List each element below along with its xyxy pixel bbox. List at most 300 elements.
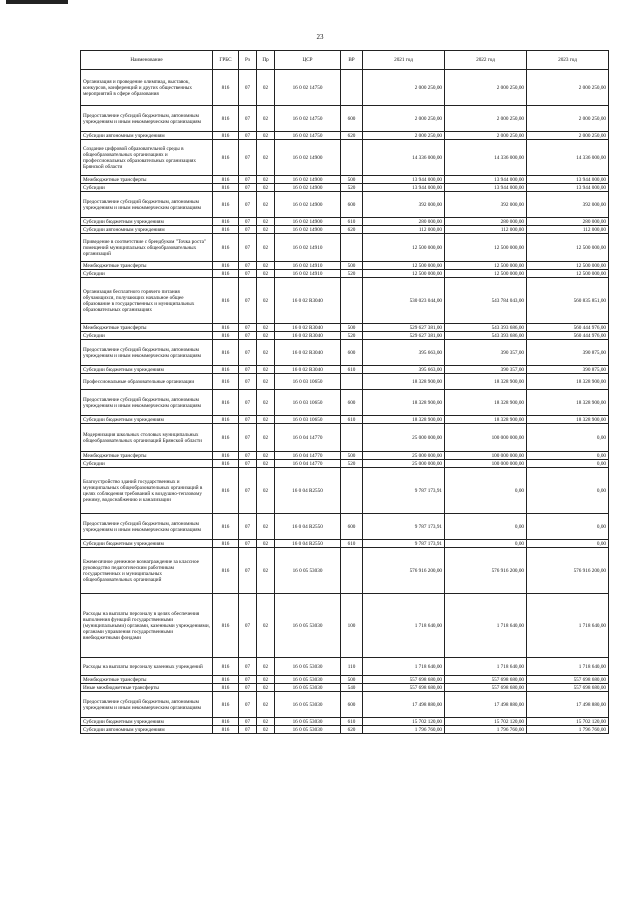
cell-name: Предоставление субсидий бюджетным, автономным учреждениям и иным некоммерческим организациям [81,192,213,218]
cell-rz: 07 [239,226,257,234]
cell-pr: 02 [257,540,275,548]
cell-vr [341,234,363,262]
cell-grbs: 816 [213,332,239,340]
table-row [81,676,609,684]
cell-2022: 543 393 686,00 [445,324,527,332]
cell-rz: 07 [239,70,257,106]
cell-2023: 18 328 900,00 [527,390,609,416]
cell-pr: 02 [257,452,275,460]
cell-2022: 17 498 880,00 [445,692,527,718]
cell-csr: 16 0 02 R3040 [275,340,341,366]
table-row [81,262,609,270]
cell-vr: 600 [341,692,363,718]
table-row [81,374,609,390]
cell-rz: 07 [239,140,257,176]
cell-name: Межбюджетные трансферты [81,324,213,332]
cell-2022: 13 944 000,00 [445,184,527,192]
cell-name: Создание цифровой образовательной среды в общеобразовательных организациях и профессиональных образовательных организациях Брянской области [81,140,213,176]
cell-pr: 02 [257,140,275,176]
cell-pr: 02 [257,424,275,452]
cell-csr: 16 0 05 53030 [275,718,341,726]
cell-pr: 02 [257,514,275,540]
cell-rz: 07 [239,234,257,262]
table-row [81,594,609,658]
table-row [81,726,609,734]
cell-csr: 16 0 05 53030 [275,684,341,692]
table-row [81,460,609,468]
cell-pr: 02 [257,132,275,140]
cell-2021: 25 000 000,00 [363,460,445,468]
cell-vr: 620 [341,132,363,140]
budget-table [80,50,609,734]
table-row [81,548,609,594]
cell-csr: 16 0 02 14900 [275,140,341,176]
cell-2021: 530 023 044,00 [363,278,445,324]
cell-rz: 07 [239,262,257,270]
cell-name: Субсидии бюджетным учреждениям [81,218,213,226]
cell-2022: 390 357,00 [445,340,527,366]
cell-vr: 520 [341,460,363,468]
cell-rz: 07 [239,106,257,132]
cell-2022: 12 500 000,00 [445,270,527,278]
cell-name: Благоустройство зданий государственных и муниципальных общеобразовательных организаций в целях соблюдения требований к воздушно-тепловому режиму, водоснабжению и канализации [81,468,213,514]
cell-csr: 16 0 02 14750 [275,106,341,132]
cell-2023: 0,00 [527,468,609,514]
cell-vr: 500 [341,324,363,332]
cell-2021: 13 944 000,00 [363,176,445,184]
cell-pr: 02 [257,374,275,390]
cell-pr: 02 [257,218,275,226]
cell-grbs: 816 [213,184,239,192]
cell-name: Субсидии автономным учреждениям [81,726,213,734]
cell-csr: 16 0 02 R3040 [275,278,341,324]
cell-vr [341,140,363,176]
cell-2021: 576 916 200,00 [363,548,445,594]
cell-2022: 100 000 000,00 [445,460,527,468]
cell-2022: 12 500 000,00 [445,262,527,270]
cell-2023: 390 875,00 [527,340,609,366]
table-row [81,692,609,718]
table-row [81,468,609,514]
cell-vr: 600 [341,192,363,218]
cell-pr: 02 [257,262,275,270]
cell-name: Межбюджетные трансферты [81,262,213,270]
cell-2023: 280 000,00 [527,218,609,226]
table-row [81,540,609,548]
cell-2021: 2 000 250,00 [363,132,445,140]
cell-2021: 25 000 000,00 [363,452,445,460]
table-row [81,452,609,460]
table-row [81,340,609,366]
cell-csr: 16 0 02 R3040 [275,366,341,374]
cell-name: Профессиональные образовательные организации [81,374,213,390]
cell-2023: 390 875,00 [527,366,609,374]
cell-name: Расходы на выплаты персоналу казенных учреждений [81,658,213,676]
top-edge-mark [6,0,68,4]
cell-2023: 2 000 250,00 [527,132,609,140]
table-row [81,324,609,332]
cell-2021: 9 787 173,91 [363,540,445,548]
cell-2022: 2 000 250,00 [445,132,527,140]
cell-2022: 0,00 [445,540,527,548]
cell-rz: 07 [239,548,257,594]
cell-rz: 07 [239,366,257,374]
table-row [81,176,609,184]
cell-pr: 02 [257,594,275,658]
cell-pr: 02 [257,278,275,324]
cell-grbs: 816 [213,658,239,676]
cell-grbs: 816 [213,366,239,374]
cell-2021: 2 000 250,00 [363,70,445,106]
cell-csr: 16 0 03 10650 [275,390,341,416]
cell-grbs: 816 [213,514,239,540]
cell-rz: 07 [239,718,257,726]
cell-2021: 13 944 000,00 [363,184,445,192]
cell-csr: 16 0 02 R3040 [275,324,341,332]
cell-2023: 1 718 640,00 [527,594,609,658]
cell-2021: 1 718 640,00 [363,594,445,658]
cell-grbs: 816 [213,262,239,270]
cell-rz: 07 [239,676,257,684]
cell-2021: 392 000,00 [363,192,445,218]
cell-grbs: 816 [213,424,239,452]
cell-vr: 600 [341,514,363,540]
cell-vr: 600 [341,340,363,366]
cell-name: Субсидии [81,270,213,278]
cell-2022: 576 916 200,00 [445,548,527,594]
cell-vr: 500 [341,452,363,460]
cell-rz: 07 [239,270,257,278]
cell-pr: 02 [257,226,275,234]
cell-grbs: 816 [213,270,239,278]
table-row [81,366,609,374]
header-2023: 2023 год [527,51,609,70]
cell-pr: 02 [257,184,275,192]
cell-pr: 02 [257,676,275,684]
cell-rz: 07 [239,594,257,658]
cell-vr: 520 [341,184,363,192]
cell-vr: 610 [341,718,363,726]
cell-rz: 07 [239,540,257,548]
cell-pr: 02 [257,390,275,416]
cell-name: Субсидии [81,332,213,340]
table-row [81,718,609,726]
cell-pr: 02 [257,324,275,332]
cell-2023: 0,00 [527,452,609,460]
table-row [81,514,609,540]
cell-2023: 0,00 [527,514,609,540]
cell-grbs: 816 [213,416,239,424]
cell-2023: 12 500 000,00 [527,270,609,278]
cell-name: Предоставление субсидий бюджетным, автономным учреждениям и иным некоммерческим организациям [81,106,213,132]
cell-2021: 18 328 900,00 [363,416,445,424]
cell-grbs: 816 [213,324,239,332]
cell-2021: 14 336 000,00 [363,140,445,176]
cell-vr: 610 [341,218,363,226]
cell-vr [341,424,363,452]
cell-vr: 500 [341,262,363,270]
cell-vr: 600 [341,106,363,132]
cell-2021: 1 796 760,00 [363,726,445,734]
header-vr: ВР [341,51,363,70]
cell-vr: 610 [341,416,363,424]
cell-grbs: 816 [213,684,239,692]
header-rz: Рз [239,51,257,70]
table-row [81,234,609,262]
cell-vr: 100 [341,594,363,658]
cell-csr: 16 0 04 R2550 [275,540,341,548]
cell-csr: 16 0 04 14770 [275,460,341,468]
table-row [81,278,609,324]
cell-2021: 12 500 000,00 [363,270,445,278]
cell-pr: 02 [257,726,275,734]
table-body [81,70,609,734]
cell-2021: 395 663,00 [363,366,445,374]
cell-2021: 9 787 173,91 [363,514,445,540]
cell-grbs: 816 [213,548,239,594]
cell-2023: 0,00 [527,424,609,452]
cell-vr: 610 [341,540,363,548]
cell-csr: 16 0 04 14770 [275,452,341,460]
cell-2022: 1 718 640,00 [445,594,527,658]
cell-grbs: 816 [213,692,239,718]
cell-2023: 14 336 000,00 [527,140,609,176]
cell-2022: 543 784 043,00 [445,278,527,324]
cell-csr: 16 0 05 53030 [275,692,341,718]
cell-pr: 02 [257,332,275,340]
cell-2021: 529 627 381,00 [363,324,445,332]
cell-2021: 1 718 640,00 [363,658,445,676]
cell-vr: 610 [341,366,363,374]
cell-pr: 02 [257,70,275,106]
cell-rz: 07 [239,424,257,452]
cell-2022: 280 000,00 [445,218,527,226]
cell-rz: 07 [239,324,257,332]
cell-2022: 557 698 680,00 [445,684,527,692]
cell-pr: 02 [257,460,275,468]
cell-2022: 390 357,00 [445,366,527,374]
cell-2022: 557 698 680,00 [445,676,527,684]
cell-grbs: 816 [213,468,239,514]
table-row [81,390,609,416]
cell-2022: 100 000 000,00 [445,424,527,452]
cell-rz: 07 [239,218,257,226]
cell-name: Межбюджетные трансферты [81,452,213,460]
cell-name: Предоставление субсидий бюджетным, автономным учреждениям и иным некоммерческим организациям [81,514,213,540]
cell-csr: 16 0 05 53030 [275,726,341,734]
table-row [81,106,609,132]
cell-csr: 16 0 02 14900 [275,218,341,226]
cell-pr: 02 [257,692,275,718]
cell-rz: 07 [239,332,257,340]
cell-2023: 557 698 680,00 [527,676,609,684]
table-row [81,218,609,226]
cell-2023: 12 500 000,00 [527,262,609,270]
table-row [81,70,609,106]
cell-2023: 560 835 851,00 [527,278,609,324]
cell-vr: 620 [341,226,363,234]
cell-2022: 100 000 000,00 [445,452,527,460]
cell-2021: 15 702 120,00 [363,718,445,726]
table-row [81,226,609,234]
cell-vr: 520 [341,332,363,340]
table-header-row [81,51,609,70]
cell-vr [341,468,363,514]
cell-name: Иные межбюджетные трансферты [81,684,213,692]
header-grbs: ГРБС [213,51,239,70]
table-row [81,270,609,278]
table-row [81,192,609,218]
cell-name: Субсидии автономным учреждениям [81,132,213,140]
cell-2023: 15 702 120,00 [527,718,609,726]
cell-grbs: 816 [213,218,239,226]
cell-2023: 560 444 976,00 [527,324,609,332]
header-csr: ЦСР [275,51,341,70]
cell-grbs: 816 [213,676,239,684]
cell-2023: 13 944 000,00 [527,176,609,184]
cell-name: Субсидии бюджетным учреждениям [81,718,213,726]
cell-rz: 07 [239,184,257,192]
cell-grbs: 816 [213,176,239,184]
cell-csr: 16 0 05 53030 [275,548,341,594]
cell-grbs: 816 [213,718,239,726]
cell-grbs: 816 [213,460,239,468]
cell-csr: 16 0 02 14910 [275,270,341,278]
cell-vr [341,278,363,324]
cell-rz: 07 [239,192,257,218]
cell-vr: 620 [341,726,363,734]
cell-grbs: 816 [213,452,239,460]
cell-grbs: 816 [213,192,239,218]
cell-csr: 16 0 04 14770 [275,424,341,452]
cell-name: Расходы на выплаты персоналу в целях обеспечения выполнения функций государственными (муниципальными) органами, казенными учреждениями, органами управления государственными внебюджетными фондами [81,594,213,658]
cell-2022: 2 000 250,00 [445,106,527,132]
cell-vr: 110 [341,658,363,676]
cell-grbs: 816 [213,106,239,132]
cell-rz: 07 [239,468,257,514]
cell-csr: 16 0 05 53030 [275,658,341,676]
cell-grbs: 816 [213,70,239,106]
cell-rz: 07 [239,514,257,540]
cell-2023: 1 718 640,00 [527,658,609,676]
cell-2023: 18 328 900,00 [527,374,609,390]
cell-name: Субсидии бюджетным учреждениям [81,540,213,548]
cell-name: Субсидии бюджетным учреждениям [81,366,213,374]
cell-2021: 9 787 173,91 [363,468,445,514]
cell-2022: 2 000 250,00 [445,70,527,106]
cell-2022: 18 328 900,00 [445,390,527,416]
cell-rz: 07 [239,692,257,718]
cell-name: Субсидии автономным учреждениям [81,226,213,234]
cell-grbs: 816 [213,540,239,548]
cell-2022: 543 393 686,00 [445,332,527,340]
cell-2023: 560 444 976,00 [527,332,609,340]
cell-2021: 17 498 880,00 [363,692,445,718]
cell-csr: 16 0 02 14900 [275,184,341,192]
cell-2021: 112 000,00 [363,226,445,234]
cell-grbs: 816 [213,278,239,324]
cell-csr: 16 0 02 14900 [275,176,341,184]
table-row [81,184,609,192]
cell-grbs: 816 [213,140,239,176]
cell-pr: 02 [257,270,275,278]
cell-name: Субсидии [81,460,213,468]
cell-vr: 500 [341,176,363,184]
cell-2022: 1 718 640,00 [445,658,527,676]
cell-csr: 16 0 04 R2550 [275,514,341,540]
cell-name: Модернизация школьных столовых муниципальных общеобразовательных организаций Брянской области [81,424,213,452]
cell-vr [341,70,363,106]
cell-vr: 540 [341,684,363,692]
cell-rz: 07 [239,340,257,366]
cell-2021: 557 698 680,00 [363,676,445,684]
cell-name: Межбюджетные трансферты [81,676,213,684]
cell-grbs: 816 [213,226,239,234]
cell-vr: 600 [341,390,363,416]
cell-2022: 12 500 000,00 [445,234,527,262]
cell-2023: 13 944 000,00 [527,184,609,192]
cell-pr: 02 [257,718,275,726]
cell-2021: 18 328 900,00 [363,374,445,390]
cell-2021: 529 627 381,00 [363,332,445,340]
cell-rz: 07 [239,374,257,390]
cell-2023: 12 500 000,00 [527,234,609,262]
cell-2021: 280 000,00 [363,218,445,226]
cell-rz: 07 [239,278,257,324]
cell-rz: 07 [239,176,257,184]
table-row [81,416,609,424]
cell-rz: 07 [239,390,257,416]
cell-csr: 16 0 03 10650 [275,416,341,424]
cell-rz: 07 [239,452,257,460]
cell-rz: 07 [239,658,257,676]
header-pr: Пр [257,51,275,70]
cell-grbs: 816 [213,390,239,416]
cell-name: Ежемесячное денежное вознаграждение за классное руководство педагогическим работникам государственных и муниципальных общеобразовательных организаций [81,548,213,594]
table-row [81,140,609,176]
cell-grbs: 816 [213,726,239,734]
cell-2023: 18 328 900,00 [527,416,609,424]
cell-2022: 14 336 000,00 [445,140,527,176]
cell-pr: 02 [257,106,275,132]
header-2021: 2021 год [363,51,445,70]
cell-2021: 18 328 900,00 [363,390,445,416]
cell-name: Организация бесплатного горячего питания обучающихся, получающих начальное общее образование в государственных и муниципальных образовательных организациях [81,278,213,324]
cell-2023: 392 000,00 [527,192,609,218]
cell-csr: 16 0 02 14750 [275,132,341,140]
cell-2022: 392 000,00 [445,192,527,218]
cell-vr: 520 [341,270,363,278]
cell-vr [341,374,363,390]
cell-vr: 500 [341,676,363,684]
cell-name: Предоставление субсидий бюджетным, автономным учреждениям и иным некоммерческим организациям [81,340,213,366]
cell-2023: 2 000 250,00 [527,70,609,106]
cell-pr: 02 [257,548,275,594]
cell-name: Субсидии бюджетным учреждениям [81,416,213,424]
cell-2022: 13 944 000,00 [445,176,527,184]
cell-rz: 07 [239,684,257,692]
cell-grbs: 816 [213,234,239,262]
cell-name: Межбюджетные трансферты [81,176,213,184]
cell-2022: 15 702 120,00 [445,718,527,726]
cell-2022: 18 328 900,00 [445,374,527,390]
cell-2023: 576 916 200,00 [527,548,609,594]
cell-2023: 2 000 250,00 [527,106,609,132]
cell-2022: 0,00 [445,468,527,514]
cell-csr: 16 0 05 53030 [275,594,341,658]
cell-2023: 557 698 680,00 [527,684,609,692]
table-row [81,332,609,340]
